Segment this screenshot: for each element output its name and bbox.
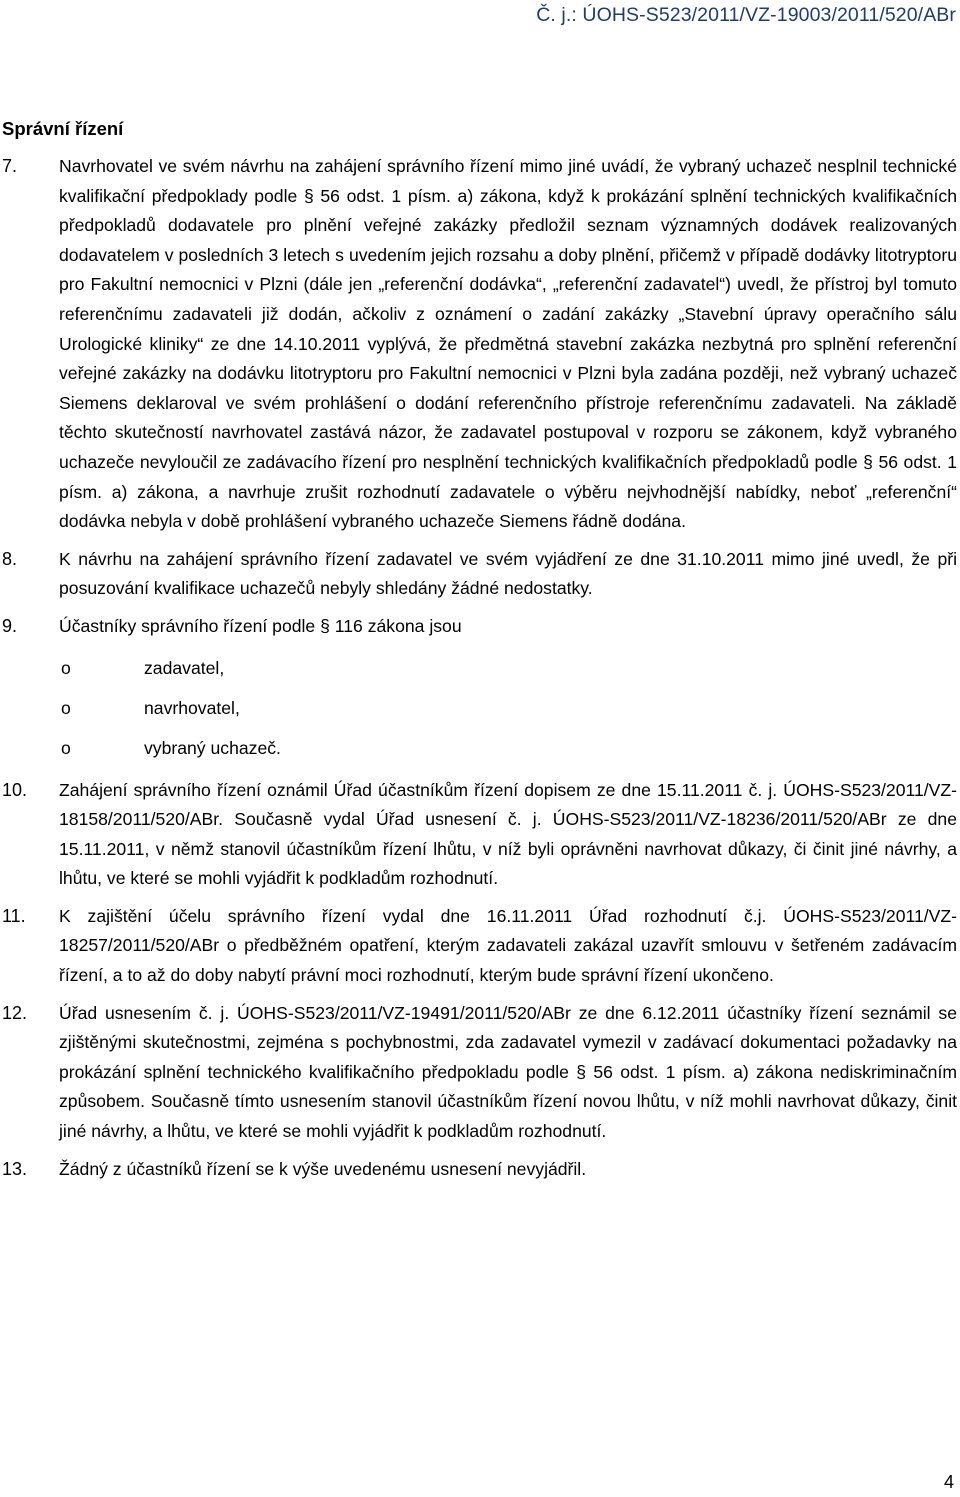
paragraph-number: 8. <box>2 548 18 569</box>
paragraph-text: Účastníky správního řízení podle § 116 zákona jsou <box>59 615 462 636</box>
paragraph-number: 9. <box>2 615 18 636</box>
paragraph-number: 12. <box>2 1002 28 1023</box>
list-item-text: zadavatel, <box>144 657 225 678</box>
paragraph-text: Navrhovatel ve svém návrhu na zahájení správního řízení mimo jiné uvádí, že vybraný uchazeč nesplnil technické kvalifikační předpoklady podle § 56 odst. 1 písm. a) zákona, když k prokázání splnění technických kvalifikačních předpokladů dodavatele pro plnění veřejné zakázky předložil seznam významných dodávek realizovaných dodavatelem v posledních 3 letech s uvedením jejich rozsahu a doby plnění, přičemž v případě dodávky litotryptoru pro Fakultní nemocnici v Plzni (dále jen „referenční dodávka“, „referenční zadavatel“) uvedl, že přístroj byl tomuto referenčnímu zadavateli již dodán, ačkoliv z oznámení o zadání zakázky „Stavební úpravy operačního sálu Urologické kliniky“ ze dne 14.10.2011 vyplývá, že předmětná stavební zakázka nezbytná pro splnění referenční veřejné zakázky na dodávku litotryptoru pro Fakultní nemocnici v Plzni byla zadána později, než vybraný uchazeč Siemens deklaroval ve svém prohlášení o dodání referenčního přístroje referenčnímu zadavateli. Na základě těchto skutečností navrhovatel zastává názor, že zadavatel postupoval v rozporu se zákonem, když vybraného uchazeče nevyloučil ze zadávacího řízení pro nesplnění technických kvalifikačních předpokladů podle § 56 odst. 1 písm. a) zákona, a navrhuje zrušit rozhodnutí zadavatele o výběru nejvhodnější nabídky, neboť „referenční“ dodávka nebyla v době prohlášení vybraného uchazeče Siemens řádně dodána. <box>59 156 957 532</box>
document-reference: Č. j.: ÚOHS-S523/2011/VZ-19003/2011/520/ABr <box>536 4 956 26</box>
paragraph-text: K návrhu na zahájení správního řízení zadavatel ve svém vyjádření ze dne 31.10.2011 mimo jiné uvedl, že při posuzování kvalifikace uchazečů nebyly shledány žádné nedostatky. <box>59 548 957 599</box>
paragraph-body <box>59 612 957 768</box>
list-item <box>59 728 957 768</box>
paragraph-number: 11. <box>2 905 26 926</box>
paragraph-text: Zahájení správního řízení oznámil Úřad účastníkům řízení dopisem ze dne 15.11.2011 č. j. ÚOHS-S523/2011/VZ-18158/2011/520/ABr. Současně vydal Úřad usnesení č. j. ÚOHS-S523/2011/VZ-18236/2011/520/ABr ze dne 15.11.2011, v němž stanovil účastníkům řízení lhůtu, v níž byli oprávněni navrhovat důkazy, či činit jiné návrhy, a lhůtu, ve které se mohli vyjádřit k podkladům rozhodnutí. <box>59 779 957 889</box>
paragraph-8 <box>0 545 957 604</box>
paragraph-11 <box>0 902 957 991</box>
bullet: o <box>61 697 71 718</box>
paragraph-7 <box>0 152 957 537</box>
paragraph-number: 7. <box>2 156 18 176</box>
paragraph-text: Žádný z účastníků řízení se k výše uvedenému usnesení nevyjádřil. <box>59 1158 587 1179</box>
paragraph-10 <box>0 776 957 894</box>
bullet: o <box>61 737 71 758</box>
paragraph-text: K zajištění účelu správního řízení vydal dne 16.11.2011 Úřad rozhodnutí č.j. ÚOHS-S523/2011/VZ-18257/2011/520/ABr o předběžném opatření, kterým zadavateli zakázal uzavřít smlouvu v šetřeném zadávacím řízení, a to až do doby nabytí právní moci rozhodnutí, kterým bude správní řízení ukončeno. <box>59 905 957 986</box>
paragraph-number: 13. <box>2 1158 28 1179</box>
participants-list <box>59 648 957 768</box>
paragraph-13 <box>0 1155 957 1185</box>
section-title: Správní řízení <box>2 118 124 139</box>
list-item <box>59 648 957 688</box>
paragraph-text: Úřad usnesením č. j. ÚOHS-S523/2011/VZ-19491/2011/520/ABr ze dne 6.12.2011 účastníky řízení seznámil se zjištěnými skutečnostmi, zejména s pochybnostmi, zda zadavatel vymezil v zadávací dokumentaci požadavky na prokázání splnění technického kvalifikačního předpokladu podle § 56 odst. 1 písm. a) zákona nediskriminačním způsobem. Současně tímto usnesením stanovil účastníkům řízení novou lhůtu, v níž mohli navrhovat důkazy, činit jiné návrhy, a lhůtu, ve které se mohli vyjádřit k podkladům rozhodnutí. <box>59 1002 957 1142</box>
paragraph-9 <box>0 612 957 768</box>
list-item-text: navrhovatel, <box>144 697 240 718</box>
list-item-text: vybraný uchazeč. <box>144 737 281 758</box>
page-number: 4 <box>943 1472 954 1492</box>
bullet: o <box>61 657 71 678</box>
list-item <box>59 688 957 728</box>
paragraph-list <box>0 152 957 1192</box>
paragraph-number: 10. <box>2 779 28 800</box>
paragraph-12 <box>0 999 957 1147</box>
